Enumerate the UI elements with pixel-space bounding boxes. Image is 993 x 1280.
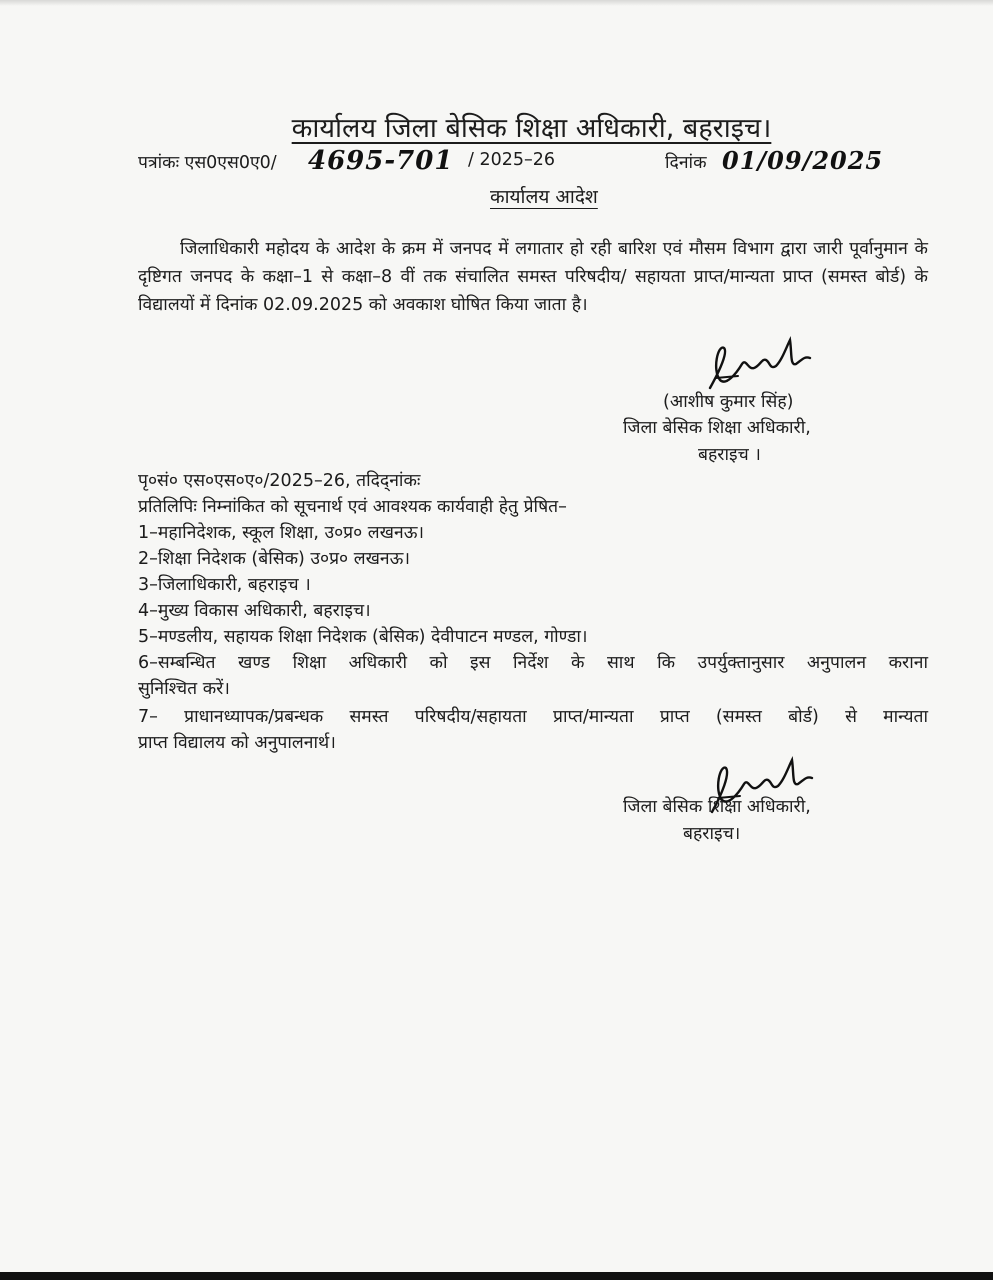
signatory-place: बहराइच । <box>698 445 761 465</box>
signatory-name: (आशीष कुमार सिंह) <box>663 392 794 412</box>
signatory-2-place: बहराइच। <box>683 824 741 844</box>
date-label: दिनांक <box>665 153 707 173</box>
bottom-frame-bar <box>0 1272 993 1280</box>
signatory-2-designation: जिला बेसिक शिक्षा अधिकारी, <box>623 797 811 817</box>
list-item: 3–जिलाधिकारी, बहराइच । <box>138 575 311 595</box>
signatory-designation: जिला बेसिक शिक्षा अधिकारी, <box>623 418 811 438</box>
list-item-6-line-2: सुनिश्चित करें। <box>138 679 230 699</box>
date-handwritten: 01/09/2025 <box>722 146 884 175</box>
letter-number-label: पत्रांकः एस0एस0ए0/ <box>138 153 277 173</box>
order-title: कार्यालय आदेश <box>490 186 598 208</box>
list-item-7-line-2: प्राप्त विद्यालय को अनुपालनार्थ। <box>138 733 336 753</box>
list-item-6-line-1: 6–सम्बन्धित खण्ड शिक्षा अधिकारी को इस निर्देश के साथ कि उपर्युक्तानुसार अनुपालन कराना <box>138 653 928 673</box>
list-item: 1–महानिदेशक, स्कूल शिक्षा, उ०प्र० लखनऊ। <box>138 523 425 543</box>
order-paragraph: जिलाधिकारी महोदय के आदेश के क्रम में जनपद में लगातार हो रही बारिश एवं मौसम विभाग द्वारा जारी पूर्वानुमान के दृष्टिगत जनपद के कक्षा–1 से कक्षा–8 वीं तक संचालित समस्त परिषदीय/ सहायता प्राप्त/मान्यता प्राप्त (समस्त बोर्ड) के विद्यालयों में दिनांक 02.09.2025 को अवकाश घोषित किया जाता है। <box>138 239 928 315</box>
copy-reference-line: पृ०सं० एस०एस०ए०/2025–26, तदिद्नांकः <box>138 471 421 491</box>
letter-number-handwritten: 4695-701 <box>308 146 454 176</box>
copy-intro: प्रतिलिपिः निम्नांकित को सूचनार्थ एवं आवश्यक कार्यवाही हेतु प्रेषित– <box>138 497 567 517</box>
list-item: 4–मुख्य विकास अधिकारी, बहराइच। <box>138 601 371 621</box>
list-item: 2–शिक्षा निदेशक (बेसिक) उ०प्र० लखनऊ। <box>138 549 410 569</box>
top-edge-shadow <box>0 0 993 6</box>
copy-list <box>138 468 928 758</box>
list-item-7-line-1: 7– प्राधानध्यापक/प्रबन्धक समस्त परिषदीय/सहायता प्राप्त/मान्यता प्राप्त (समस्त बोर्ड) से मान्यता <box>138 707 928 727</box>
office-title: कार्यालय जिला बेसिक शिक्षा अधिकारी, बहराइच। <box>291 113 772 144</box>
session-year: / 2025–26 <box>468 150 556 170</box>
list-item: 5–मण्डलीय, सहायक शिक्षा निदेशक (बेसिक) देवीपाटन मण्डल, गोण्डा। <box>138 627 588 647</box>
